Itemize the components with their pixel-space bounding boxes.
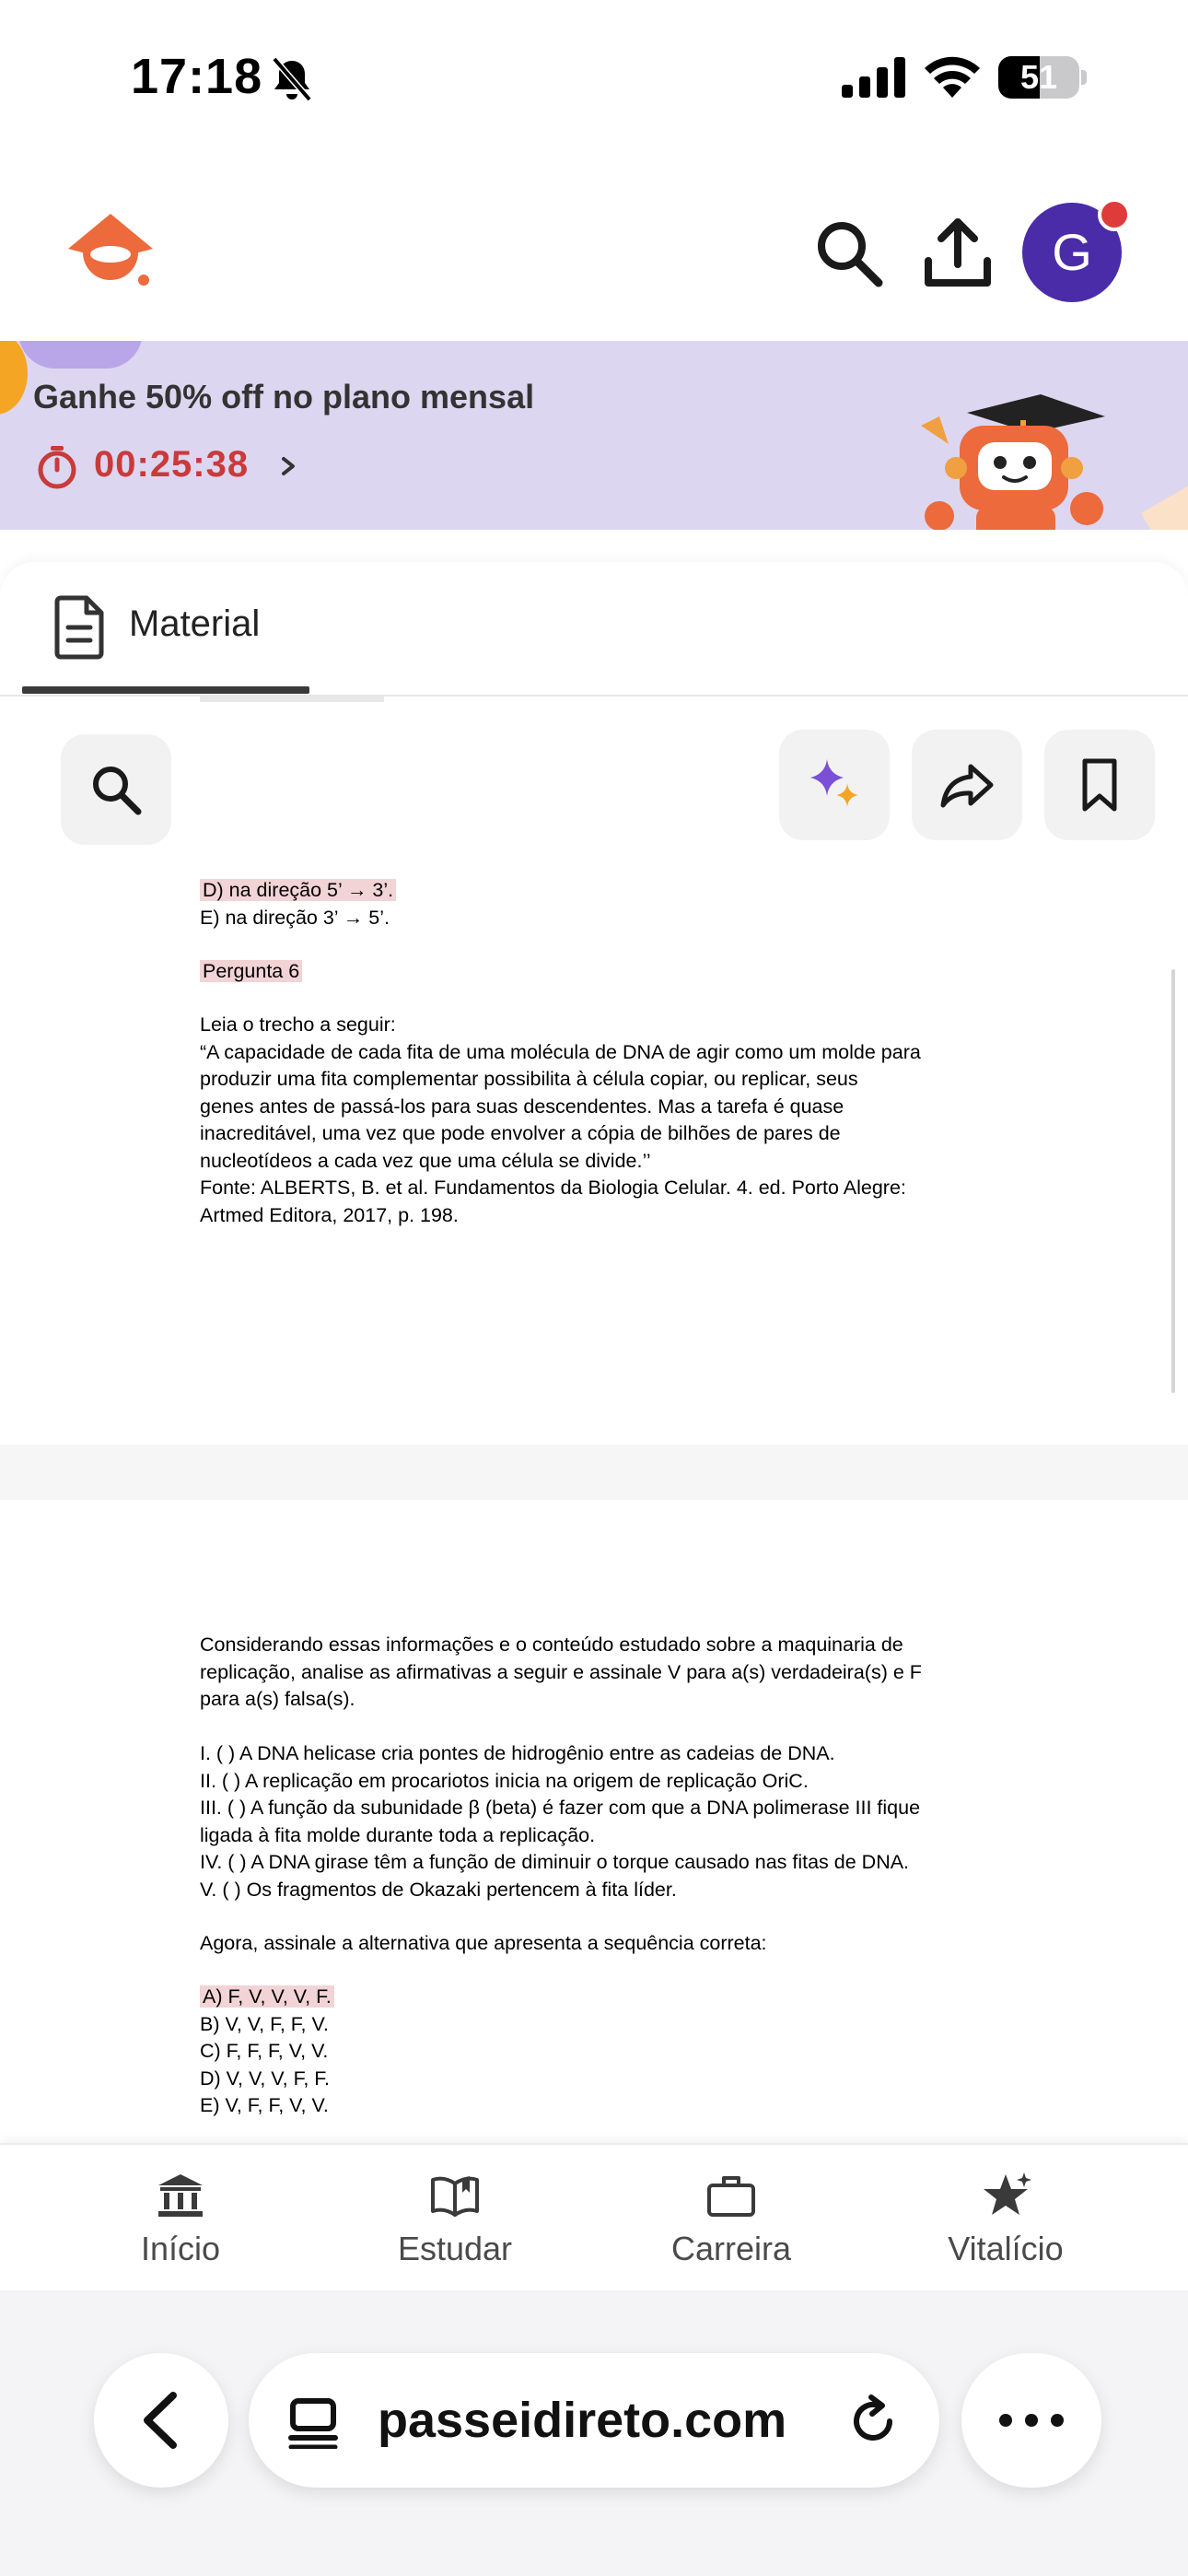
page-separator [0, 1445, 1188, 1500]
promo-countdown: 00:25:38 [94, 444, 250, 485]
quote-line: genes antes de passá-los para suas descendentes. Mas a tarefa é quase [200, 1095, 844, 1118]
stopwatch-icon [35, 444, 79, 490]
bookmark-button[interactable] [1044, 730, 1155, 840]
promo-banner[interactable] [0, 341, 1188, 530]
reload-icon[interactable] [845, 2394, 901, 2449]
decorative-shape [1141, 486, 1188, 530]
share-button[interactable] [912, 730, 1022, 840]
document-icon [53, 594, 107, 661]
question-heading [200, 958, 973, 986]
ai-assistant-button[interactable] [779, 730, 890, 840]
more-options-button[interactable] [961, 2353, 1101, 2488]
robot-mascot-illustration [912, 389, 1133, 530]
document-viewer[interactable] [0, 697, 1188, 2143]
battery-icon [998, 56, 1087, 99]
option-line: B) V, V, F, F, V. [200, 2012, 329, 2035]
briefcase-icon [705, 2171, 757, 2220]
question-instructions [200, 1632, 973, 1714]
instruction-line: Considerando essas informações e o conteúdo estudado sobre a maquinaria de [200, 1633, 903, 1656]
instruction-line: replicação, analise as afirmativas a seguir e assinale V para a(s) verdadeira(s) e F [200, 1660, 922, 1683]
chevron-left-icon [134, 2390, 190, 2451]
highlighted-option: A) F, V, V, V, F. [200, 1985, 334, 2008]
browser-toolbar [0, 2290, 1188, 2576]
open-book-icon [429, 2171, 481, 2220]
document-search-button[interactable] [61, 734, 171, 845]
nav-carreira[interactable] [621, 2171, 842, 2272]
back-button[interactable] [94, 2353, 228, 2488]
share-arrow-icon [938, 755, 996, 814]
nav-vitalicio-label: Vitalício [948, 2230, 1064, 2267]
statements-list [200, 1740, 973, 1903]
option-line: C) F, F, F, V, V. [200, 2040, 329, 2062]
truncated-text-fragment [200, 697, 384, 702]
promo-title: Ganhe 50% off no plano mensal [33, 378, 535, 416]
quote-line: inacreditável, uma vez que pode envolver a cópia de bilhões de pares de [200, 1122, 841, 1144]
nav-vitalicio[interactable] [895, 2171, 1116, 2272]
more-horizontal-icon [996, 2405, 1066, 2436]
source-line: Fonte: ALBERTS, B. et al. Fundamentos da Biologia Celular. 4. ed. Porto Alegre: [200, 1177, 906, 1199]
scrollbar[interactable] [1171, 969, 1175, 1393]
nav-inicio[interactable] [70, 2171, 291, 2272]
quote-line: produzir uma fita complementar possibilita à célula copiar, ou replicar, seus [200, 1068, 858, 1090]
quote-line: “A capacidade de cada fita de uma molécula de DNA de agir como um molde para [200, 1040, 921, 1063]
instruction-line: para a(s) falsa(s). [200, 1688, 355, 1710]
status-time: 17:18 [131, 49, 263, 104]
nav-estudar[interactable] [344, 2171, 565, 2272]
statement-line: ligada à fita molde durante toda a replicação. [200, 1823, 596, 1846]
upload-icon[interactable] [919, 215, 996, 292]
nav-estudar-label: Estudar [397, 2230, 513, 2267]
question-text [200, 1012, 973, 1229]
question-prompt [200, 1930, 973, 1958]
bottom-navigation [0, 2143, 1188, 2290]
option-line: E) V, F, F, V, V. [200, 2094, 329, 2116]
notification-dot [1098, 198, 1131, 231]
intro-line: Leia o trecho a seguir: [200, 1013, 396, 1036]
search-icon[interactable] [812, 217, 886, 290]
battery-level: 51 [1019, 58, 1058, 96]
avatar[interactable]: G [1022, 203, 1122, 302]
sparkles-icon [805, 755, 864, 814]
statement-line: II. ( ) A replicação em procariotos inicia na origem de replicação OriC. [200, 1769, 809, 1792]
option-line: E) na direção 3’ → 5’. [200, 906, 390, 929]
quote-line: nucleotídeos a cada vez que uma célula se divide.’’ [200, 1149, 651, 1172]
passei-direto-logo[interactable] [64, 212, 157, 290]
option-line: D) V, V, V, F, F. [200, 2067, 331, 2090]
bookmark-icon [1070, 755, 1129, 814]
statement-line: V. ( ) Os fragmentos de Okazaki pertencem à fita líder. [200, 1878, 677, 1901]
answer-options-previous [200, 877, 973, 931]
nav-inicio-label: Início [140, 2230, 221, 2267]
nav-carreira-label: Carreira [670, 2230, 792, 2267]
statement-line: IV. ( ) A DNA girase têm a função de diminuir o torque causado nas fitas de DNA. [200, 1851, 910, 1873]
statement-line: III. ( ) A função da subunidade β (beta) é fazer com que a DNA polimerase III fique [200, 1797, 921, 1819]
app-header [0, 161, 1188, 341]
search-icon [87, 760, 146, 819]
highlighted-option: D) na direção 5’ → 3’. [200, 879, 396, 901]
tab-material-label: Material [129, 603, 261, 644]
answer-options [200, 1984, 973, 2120]
bank-icon [155, 2171, 206, 2220]
statement-line: I. ( ) A DNA helicase cria pontes de hidrogênio entre as cadeias de DNA. [200, 1742, 835, 1764]
star-sparkle-icon [980, 2171, 1031, 2220]
tab-material[interactable] [22, 594, 309, 694]
source-line: Artmed Editora, 2017, p. 198. [200, 1203, 459, 1226]
status-bar [0, 0, 1188, 161]
address-bar[interactable] [249, 2353, 939, 2488]
prompt-line: Agora, assinale a alternativa que apresenta a sequência correta: [200, 1932, 767, 1954]
page-settings-icon[interactable] [287, 2397, 339, 2449]
wifi-icon [923, 55, 982, 100]
decorative-shape [0, 341, 28, 415]
decorative-shape [18, 341, 143, 369]
active-tab-indicator [22, 686, 309, 694]
question-label: Pergunta 6 [200, 960, 302, 982]
cellular-signal-icon [842, 57, 906, 98]
chevron-right-icon[interactable] [278, 448, 300, 485]
url-text: passeidireto.com [378, 2393, 787, 2448]
bell-off-icon [269, 55, 315, 103]
